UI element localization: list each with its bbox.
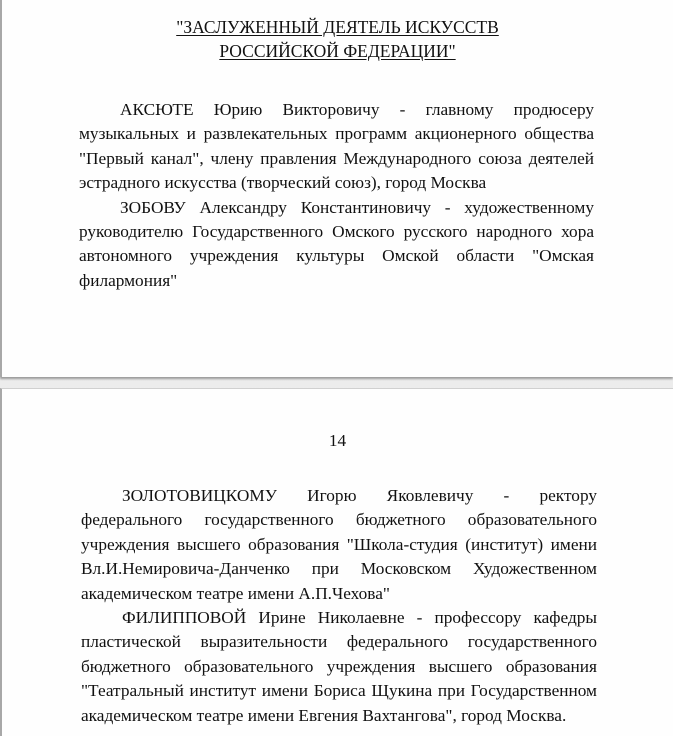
award-list: [81, 484, 597, 728]
document-page: [0, 388, 673, 736]
award-entry: АКСЮТЕ Юрию Викторовичу - главному продюсеру музыкальных и развлекательных программ акционерного общества "Первый канал", члену правления Международного союза деятелей эстрадного искусства (творческий союз), город Москва: [79, 100, 594, 193]
award-entry: ЗОБОВУ Александру Константиновичу - художественному руководителю Государственного Омского русского народного хора автономного учреждения культуры Омской области "Омская филармония": [79, 197, 594, 290]
section-title-line-1: "ЗАСЛУЖЕННЫЙ ДЕЯТЕЛЬ ИСКУССТВ: [176, 17, 499, 37]
section-title-line-2: РОССИЙСКОЙ ФЕДЕРАЦИИ": [219, 41, 456, 61]
award-entry: ЗОЛОТОВИЦКОМУ Игорю Яковлевичу - ректору федерального государственного бюджетного образовательного учреждения высшего образования "Школа-студия (институт) имени Вл.И.Немировича-Данченко при Московском Художественном академическом театре имени А.П.Чехова": [81, 486, 597, 603]
page-number: 14: [328, 431, 347, 450]
award-entry: ФИЛИППОВОЙ Ирине Николаевне - профессору кафедры пластической выразительности федерального государственного бюджетного образовательного учреждения высшего образования "Театральный институт имени Бориса Щукина при Государственном академическом театре имени Евгения Вахтангова", город Москва.: [81, 608, 597, 725]
award-list: [79, 98, 594, 293]
section-title: [2, 15, 673, 63]
